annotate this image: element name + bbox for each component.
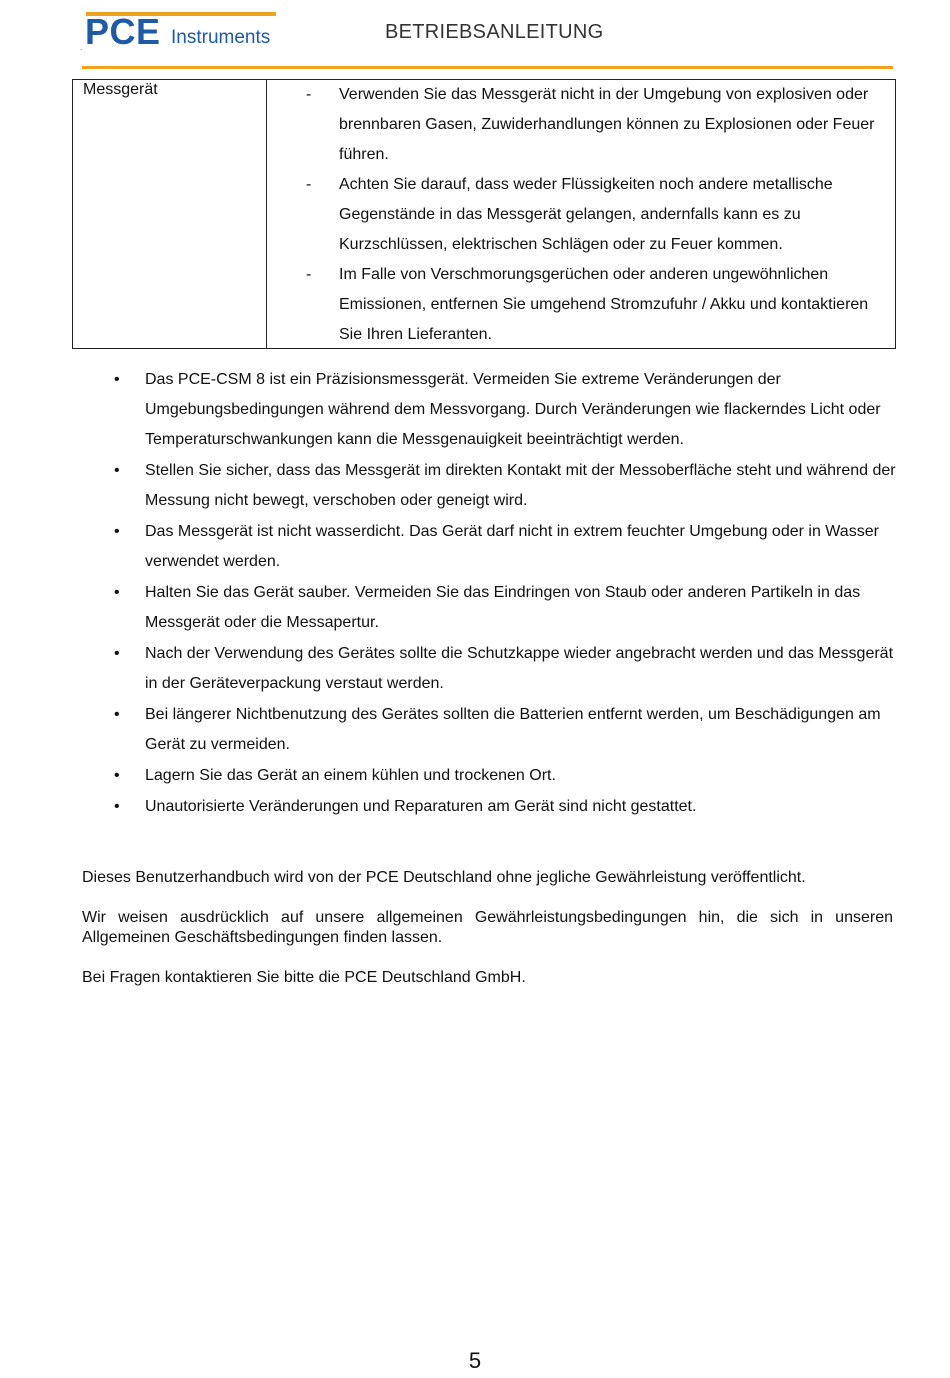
dash-list-item xyxy=(306,170,886,260)
bullet-text: Lagern Sie das Gerät an einem kühlen und trockenen Ort. xyxy=(145,767,556,784)
dash-list-item xyxy=(306,80,886,170)
bullet-text: Nach der Verwendung des Gerätes sollte die Schutzkappe wieder angebracht werden und das Messgerät in der Geräteverpackung verstaut werden. xyxy=(145,645,894,692)
bullet-text: Unautorisierte Veränderungen und Reparaturen am Gerät sind nicht gestattet. xyxy=(145,798,697,815)
safety-dash-list xyxy=(306,80,886,350)
dash-list-item xyxy=(306,260,886,350)
dash-item-text: Im Falle von Verschmorungsgerüchen oder anderen ungewöhnlichen Emissionen, entfernen Sie umgehend Stromzufuhr / Akku und kontaktieren Sie Ihren Lieferanten. xyxy=(339,266,869,343)
bullet-list-item xyxy=(110,456,900,516)
bullet-list-item xyxy=(110,792,900,822)
bullet-marker: • xyxy=(114,798,120,815)
bullet-marker: • xyxy=(114,645,120,662)
bullet-text: Bei längerer Nichtbenutzung des Gerätes sollten die Batterien entfernt werden, um Beschädigungen am Gerät zu vermeiden. xyxy=(145,706,881,753)
bullet-list-item xyxy=(110,578,900,638)
bullet-marker: • xyxy=(114,767,120,784)
dash-marker: - xyxy=(306,176,312,193)
bullet-marker: • xyxy=(114,371,120,388)
bullet-text: Das Messgerät ist nicht wasserdicht. Das Gerät darf nicht in extrem feuchter Umgebung oder in Wasser verwendet werden. xyxy=(145,523,879,570)
logo-subtitle: Instruments xyxy=(171,27,271,48)
bullet-marker: • xyxy=(114,706,120,723)
contact-paragraph: Bei Fragen kontaktieren Sie bitte die PCE Deutschland GmbH. xyxy=(82,969,526,986)
dash-marker: - xyxy=(306,266,312,283)
dash-item-text: Verwenden Sie das Messgerät nicht in der Umgebung von explosiven oder brennbaren Gasen, Zuwiderhandlungen können zu Explosionen oder Feuer führen. xyxy=(339,86,875,163)
bullet-list-item xyxy=(110,517,900,577)
precaution-bullet-list xyxy=(110,365,900,823)
bullet-text: Halten Sie das Gerät sauber. Vermeiden Sie das Eindringen von Staub oder anderen Partikeln in das Messgerät oder die Messapertur. xyxy=(145,584,861,631)
bullet-list-item xyxy=(110,365,900,455)
logo-dot: . xyxy=(80,43,83,52)
table-column-divider xyxy=(266,80,267,348)
disclaimer-paragraph: Dieses Benutzerhandbuch wird von der PCE Deutschland ohne jegliche Gewährleistung veröffentlicht. xyxy=(82,869,806,886)
bullet-marker: • xyxy=(114,462,120,479)
bullet-list-item xyxy=(110,700,900,760)
warranty-paragraph: Wir weisen ausdrücklich auf unsere allgemeinen Gewährleistungsbedingungen hin, die sich in unseren Allgemeinen Geschäftsbedingungen finden lassen. xyxy=(82,909,893,946)
bullet-marker: • xyxy=(114,584,120,601)
page-header xyxy=(0,0,950,80)
table-row-label: Messgerät xyxy=(83,81,158,98)
bullet-list-item xyxy=(110,761,900,791)
logo-wordmark: PCE xyxy=(85,11,161,52)
bullet-marker: • xyxy=(114,523,120,540)
document-title: BETRIEBSANLEITUNG xyxy=(385,21,604,43)
bullet-text: Das PCE-CSM 8 ist ein Präzisionsmessgerät. Vermeiden Sie extreme Veränderungen der Umgebungsbedingungen während dem Messvorgang. Durch Veränderungen wie flackerndes Licht oder Temperaturschwankungen kann die Messgenauigkeit beeinträchtigt werden. xyxy=(145,371,881,448)
header-divider xyxy=(82,66,893,69)
safety-table xyxy=(72,79,896,349)
dash-item-text: Achten Sie darauf, dass weder Flüssigkeiten noch andere metallische Gegenstände in das Messgerät gelangen, andernfalls kann es zu Kurzschlüssen, elektrischen Schlägen oder zu Feuer kommen. xyxy=(339,176,833,253)
bullet-list-item xyxy=(110,639,900,699)
page-number: 5 xyxy=(468,1348,482,1373)
bullet-text: Stellen Sie sicher, dass das Messgerät im direkten Kontakt mit der Messoberfläche steht und während der Messung nicht bewegt, verschoben oder geneigt wird. xyxy=(145,462,896,509)
dash-marker: - xyxy=(306,86,312,103)
